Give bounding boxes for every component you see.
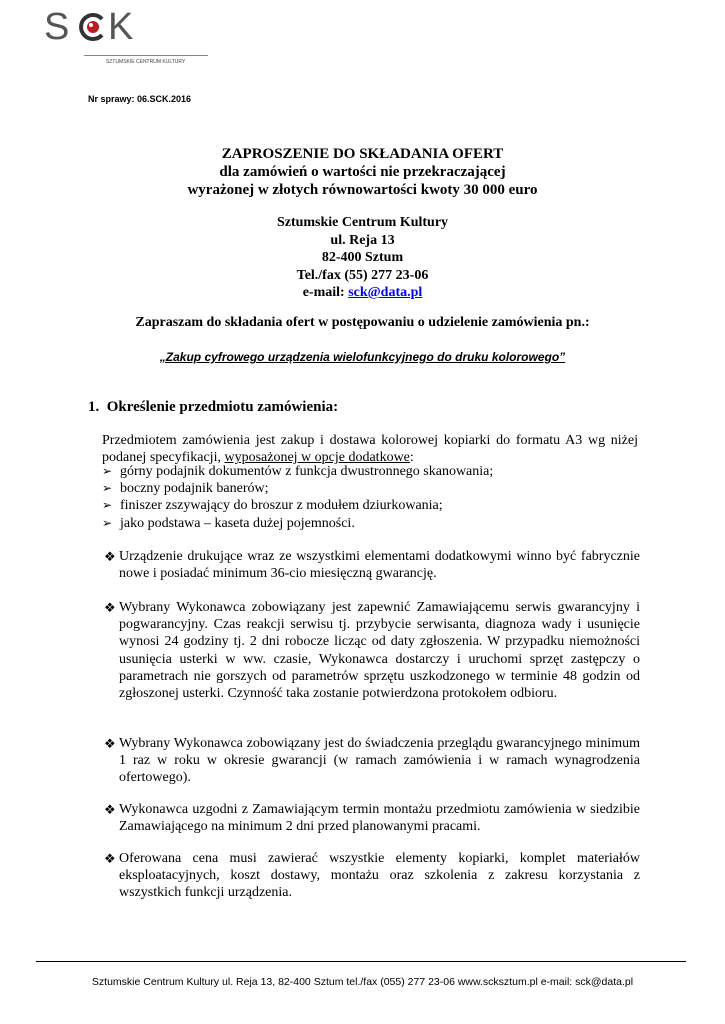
requirement-text: Urządzenie drukujące wraz ze wszystkimi elementami dodatkowymi winno być fabrycznie nowe i posiadać minimum 36-cio miesięczną gwarancję. — [119, 549, 640, 582]
logo-underline — [84, 55, 208, 56]
list-item — [102, 497, 493, 514]
order-subject: „Zakup cyfrowego urządzenia wielofunkcyjnego do druku kolorowego” — [159, 350, 566, 364]
logo-letter-k: K — [108, 6, 136, 48]
logo-mark-icon — [77, 12, 107, 42]
option-text: górny podajnik dokumentów z funkcja dwustronnego skanowania; — [120, 464, 494, 479]
title-line-2: dla zamówień o wartości nie przekraczającej — [219, 164, 506, 180]
title-line-1: ZAPROSZENIE DO SKŁADANIA OFERT — [221, 146, 504, 162]
option-text: finiszer zszywający do broszur z modułem dziurkowania; — [120, 498, 443, 514]
diamond-bullet-icon: ❖ — [104, 549, 116, 564]
diamond-bullet-icon: ❖ — [104, 600, 116, 615]
arrow-bullet-icon: ➢ — [102, 515, 113, 530]
invitation-text: Zapraszam do składania ofert w postępowaniu o udzielenie zamówienia pn.: — [135, 315, 590, 330]
requirement-item — [104, 599, 640, 702]
diamond-bullet-icon: ❖ — [104, 802, 116, 817]
section-1-title: Określenie przedmiotu zamówienia: — [106, 399, 339, 415]
list-item — [102, 463, 493, 480]
title-line-3: wyrażonej w złotych równowartości kwoty 30 000 euro — [187, 182, 538, 198]
arrow-bullet-icon: ➢ — [102, 498, 113, 513]
diamond-bullet-icon: ❖ — [104, 736, 116, 751]
page-footer: Sztumskie Centrum Kultury ul. Reja 13, 82-400 Sztum tel./fax (055) 277 23-06 www.scksztum.pl e-mail: sck@data.pl — [91, 976, 634, 988]
organization-block — [0, 214, 725, 302]
org-phone: Tel./fax (55) 277 23-06 — [296, 267, 429, 283]
logo-letter-s: S — [44, 6, 72, 48]
logo-subtitle: SZTUMSKIE CENTRUM KULTURY — [106, 59, 186, 65]
org-email-link[interactable]: sck@data.pl — [348, 285, 423, 300]
section-1-number: 1. — [88, 399, 100, 415]
org-street: ul. Reja 13 — [330, 232, 395, 248]
sck-logo — [44, 6, 186, 65]
requirement-text: Wybrany Wykonawca zobowiązany jest do świadczenia przeglądu gwarancyjnego minimum 1 raz w roku w okresie gwarancji (w ramach zamówienia i w ramach wynagrodzenia ofertowego). — [119, 736, 640, 786]
requirement-text: Oferowana cena musi zawierać wszystkie elementy kopiarki, komplet materiałów eksploatacyjnych, koszt dostawy, montażu oraz szkolenia z zakresu korzystania z wszystkich funkcji urządzenia. — [119, 851, 640, 901]
org-city: 82-400 Sztum — [321, 250, 404, 265]
intro-colon: : — [409, 450, 414, 466]
option-text: boczny podajnik banerów; — [120, 481, 269, 497]
requirement-item — [104, 801, 640, 835]
intro-underlined: wyposażonej w opcje dodatkowe — [224, 450, 410, 466]
requirement-text: Wybrany Wykonawca zobowiązany jest zapewnić Zamawiającemu serwis gwarancyjny i pogwarancyjny. Czas reakcji serwisu tj. przybycie serwisanta, diagnoza wady i usunięcie wynosi 24 godziny tj. 2 dni robocze licząc od daty zgłoszenia. W przypadku niemożności usunięcia usterki w ww. czasie, Wykonawca dostarczy i uruchomi sprzęt zastępczy o parametrach nie gorszych od parametrów sprzętu uszkodzonego w terminie 48 godzin od zgłoszonej usterki. Czynność taka zostanie potwierdzona protokołem odbioru. — [119, 600, 640, 702]
arrow-bullet-icon: ➢ — [102, 481, 113, 496]
org-name: Sztumskie Centrum Kultury — [276, 215, 449, 230]
options-list — [102, 463, 493, 532]
option-text: jako podstawa – kaseta dużej pojemności. — [120, 515, 355, 531]
arrow-bullet-icon: ➢ — [102, 464, 113, 478]
section-1-heading — [88, 399, 338, 416]
requirement-text: Wykonawca uzgodni z Zamawiającym termin montażu przedmiotu zamówienia w siedzibie Zamawiającego na minimum 2 dni przed planowanymi pracami. — [119, 802, 640, 835]
footer-divider — [36, 961, 686, 962]
requirement-item — [104, 548, 640, 582]
list-item — [102, 480, 493, 497]
requirement-item — [104, 850, 640, 902]
org-email-label: e-mail: — [302, 285, 349, 300]
document-title — [0, 145, 725, 199]
section-1-intro — [102, 432, 638, 466]
org-email-line — [0, 284, 725, 302]
intro-text: Przedmiotem zamówienia jest zakup i dostawa kolorowej kopiarki do formatu A3 wg niżej podanej specyfikacji, — [102, 433, 638, 466]
list-item — [102, 515, 493, 532]
diamond-bullet-icon: ❖ — [104, 851, 116, 866]
requirement-item — [104, 735, 640, 787]
case-number: Nr sprawy: 06.SCK.2016 — [88, 94, 192, 104]
